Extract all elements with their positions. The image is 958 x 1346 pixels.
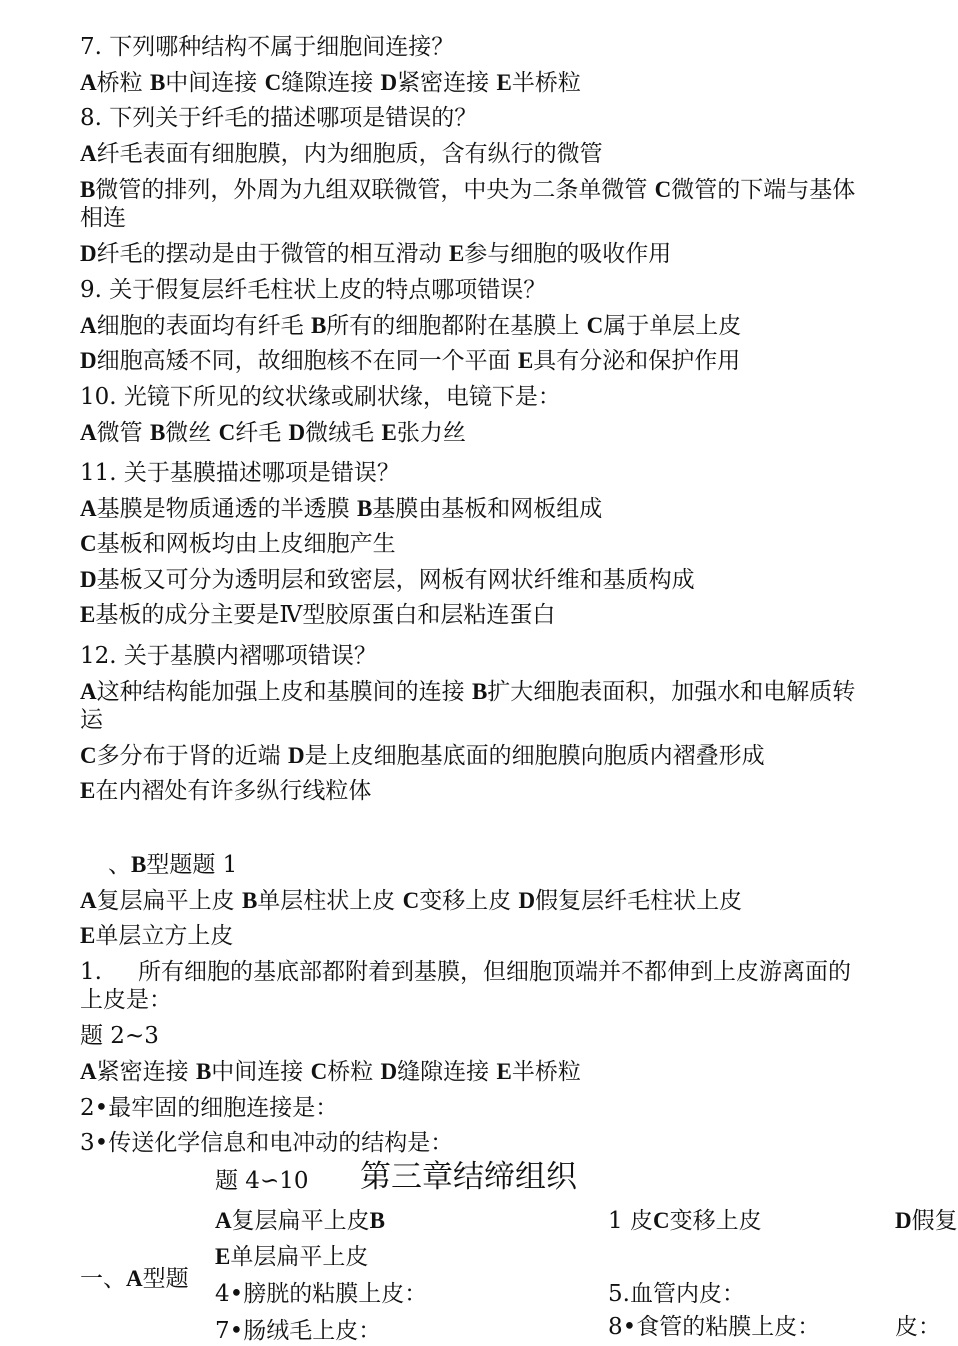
q8-option-d-e: D纤毛的摆动是由于微管的相互滑动 E参与细胞的吸收作用 bbox=[80, 241, 672, 267]
q9-option-d-e: D细胞高矮不同，故细胞核不在同一个平面 E具有分泌和保护作用 bbox=[80, 348, 741, 374]
q11-option-a-b: A基膜是物质通透的半透膜 B基膜由基板和网板组成 bbox=[80, 496, 603, 522]
b-question-2: 2•最牢固的细胞连接是： bbox=[80, 1095, 339, 1121]
q12-option-c-d: C多分布于肾的近端 D是上皮细胞基底面的细胞膜向胞质内褶叠形成 bbox=[80, 743, 765, 769]
q12-option-e: E在内褶处有许多纵行线粒体 bbox=[80, 778, 372, 804]
q8-option-b-c: B微管的排列，外周为九组双联微管，中央为二条单微管 C微管的下端与基体相连 bbox=[80, 177, 856, 231]
b-group3-row1-right: D假复 bbox=[895, 1208, 958, 1234]
b-question-right-fragment: 皮： bbox=[895, 1314, 941, 1340]
b-question-4: 4•膀胱的粘膜上皮： bbox=[215, 1281, 428, 1307]
b-group1-options: A复层扁平上皮 B单层柱状上皮 C变移上皮 D假复层纤毛柱状上皮 bbox=[80, 888, 743, 914]
q8-option-a: A纤毛表面有细胞膜，内为细胞质，含有纵行的微管 bbox=[80, 141, 603, 167]
b-question-3: 3•传送化学信息和电冲动的结构是： bbox=[80, 1130, 454, 1156]
chapter-title: 第三章结缔组织 bbox=[360, 1159, 577, 1195]
q12-option-a-b: A这种结构能加强上皮和基膜间的连接 B扩大细胞表面积，加强水和电解质转运 bbox=[80, 679, 856, 733]
q11-option-d: D基板又可分为透明层和致密层，网板有网状纤维和基质构成 bbox=[80, 567, 695, 593]
q9-option-a-b-c: A细胞的表面均有纤毛 B所有的细胞都附在基膜上 C属于单层上皮 bbox=[80, 313, 742, 339]
q7-question: 7. 下列哪种结构不属于细胞间连接？ bbox=[80, 34, 455, 60]
q8-question: 8. 下列关于纤毛的描述哪项是错误的？ bbox=[80, 105, 478, 131]
b-group3-row1-mid: 1 皮C变移上皮 bbox=[608, 1208, 762, 1234]
b-question-5: 5.血管内皮： bbox=[608, 1281, 745, 1307]
b-group3-option-e: E单层扁平上皮 bbox=[215, 1244, 369, 1270]
b-question-7: 7•肠绒毛上皮： bbox=[215, 1318, 382, 1344]
b-group3-title: 题 4∽10 bbox=[215, 1168, 309, 1194]
q12-question: 12. 关于基膜内褶哪项错误？ bbox=[80, 643, 377, 669]
q11-option-e: E基板的成分主要是Ⅳ型胶原蛋白和层粘连蛋白 bbox=[80, 602, 556, 628]
b-question-8: 8•食管的粘膜上皮： bbox=[608, 1314, 821, 1340]
b-question-1: 1. 所有细胞的基底部都附着到基膜，但细胞顶端并不都伸到上皮游离面的上皮是： bbox=[80, 959, 851, 1013]
b-group2-title: 题 2~3 bbox=[80, 1023, 159, 1049]
b-group1-option-e: E单层立方上皮 bbox=[80, 923, 234, 949]
q10-options: A微管 B微丝 C纤毛 D微绒毛 E张力丝 bbox=[80, 420, 466, 446]
q11-question: 11. 关于基膜描述哪项是错误？ bbox=[80, 460, 400, 486]
b-type-heading: 、B型题题 1 bbox=[108, 852, 238, 878]
q11-option-c: C基板和网板均由上皮细胞产生 bbox=[80, 531, 396, 557]
b-group2-options: A紧密连接 B中间连接 C桥粒 D缝隙连接 E半桥粒 bbox=[80, 1059, 581, 1085]
q9-question: 9. 关于假复层纤毛柱状上皮的特点哪项错误？ bbox=[80, 277, 547, 303]
section-a-type-heading: 一、A型题 bbox=[80, 1266, 189, 1292]
b-group3-row1-left: A复层扁平上皮B bbox=[215, 1208, 385, 1234]
q7-options: A桥粒 B中间连接 C缝隙连接 D紧密连接 E半桥粒 bbox=[80, 70, 581, 96]
q10-question: 10. 光镜下所见的纹状缘或刷状缘，电镜下是： bbox=[80, 384, 561, 410]
